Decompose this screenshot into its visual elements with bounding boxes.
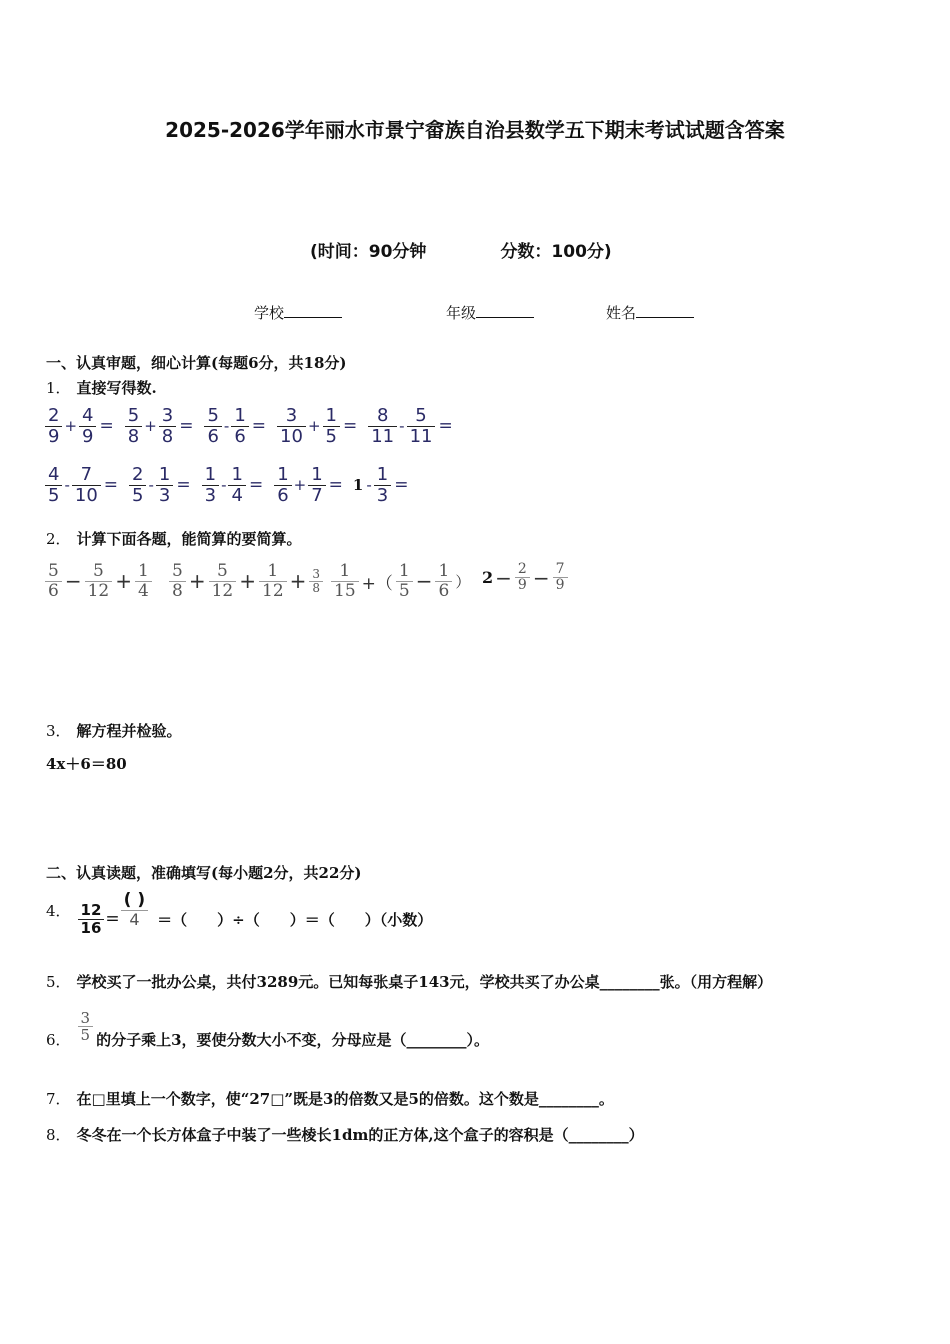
- fraction: $\frac{3}{5}$: [78, 1010, 94, 1044]
- fraction: $\frac{7}{10}$: [72, 465, 101, 506]
- q1-expression: $\frac{2}{9}$ + $\frac{4}{9}$ =: [44, 406, 120, 447]
- q2-expr-1: $\frac{5}{6}$ − $\frac{5}{12}$ + $\frac{1}{4}$: [44, 562, 153, 600]
- fraction: $\frac{2}{9}$: [45, 406, 62, 447]
- fraction: $\frac{1}{6}$: [274, 465, 291, 506]
- time-limit: (时间：90分钟: [310, 242, 427, 262]
- fraction: $\frac{5}{8}$: [169, 562, 186, 600]
- q1-expression: $\frac{3}{10}$ + $\frac{1}{5}$ =: [276, 406, 363, 447]
- fraction: $\frac{5}{11}$: [407, 406, 436, 447]
- fraction: $\frac{7}{9}$: [553, 562, 568, 594]
- fraction: $\frac{1}{12}$: [259, 562, 287, 600]
- total-score: 分数：100分): [500, 242, 612, 262]
- fraction: $\frac{1}{3}$: [374, 465, 391, 506]
- question-2: 2． 计算下面各题，能简算的要简算。: [46, 530, 302, 548]
- fraction: $\frac{1}{6}$: [231, 406, 248, 447]
- name-field[interactable]: 姓名: [606, 302, 694, 323]
- fraction: $\frac{1}{5}$: [396, 562, 413, 600]
- question-8: 8． 冬冬在一个长方体盒子中装了一些棱长1dm的正方体,这个盒子的容积是（________）: [46, 1126, 644, 1144]
- question-4: 4． $\frac{12}{16}$ = $\frac{( )}{4}$ ＝（ ）÷（ ）＝（ ）（小数）: [46, 890, 433, 937]
- fraction: $\frac{1}{4}$: [135, 562, 152, 600]
- fraction: $\frac{1}{6}$: [435, 562, 452, 600]
- question-1: 1． 直接写得数.: [46, 379, 157, 397]
- grade-field[interactable]: 年级: [446, 302, 534, 323]
- fraction: $\frac{12}{16}$: [78, 902, 105, 936]
- exam-meta: [310, 237, 612, 262]
- q2-expr-2: $\frac{5}{8}$ + $\frac{5}{12}$ + $\frac{1}{12}$ + $\frac{3}{8}$: [168, 562, 324, 600]
- q2-expr-4: 2 − $\frac{2}{9}$ − $\frac{7}{9}$: [482, 562, 569, 594]
- fraction: $\frac{5}{6}$: [45, 562, 62, 600]
- q2-expr-3: $\frac{1}{15}$ +（ $\frac{1}{5}$ − $\frac{1}{6}$ ）: [330, 562, 472, 600]
- fraction: $\frac{5}{12}$: [85, 562, 113, 600]
- q1-expression: $\frac{1}{3}$ - $\frac{1}{4}$ =: [201, 465, 270, 506]
- question-3: 3． 解方程并检验。: [46, 722, 182, 740]
- q1-row-1: [44, 406, 463, 447]
- fraction: $\frac{8}{11}$: [368, 406, 397, 447]
- q1-expression: $\frac{4}{5}$ - $\frac{7}{10}$ =: [44, 465, 124, 506]
- fraction: $\frac{3}{10}$: [277, 406, 306, 447]
- question-6: 6． $\frac{3}{5}$ 的分子乘上3，要使分数大小不变，分母应是（________）。: [46, 1008, 490, 1049]
- fraction: $\frac{1}{5}$: [323, 406, 340, 447]
- q1-row-2: [44, 465, 418, 506]
- fraction: $\frac{5}{8}$: [125, 406, 142, 447]
- fraction: $\frac{4}{5}$: [45, 465, 62, 506]
- section-2-heading: 二、认真读题，准确填写(每小题2分，共22分): [46, 864, 362, 882]
- fraction: $\frac{3}{8}$: [309, 568, 323, 595]
- fraction: $\frac{5}{6}$: [204, 406, 221, 447]
- section-1-heading: 一、认真审题，细心计算(每题6分，共18分): [46, 354, 347, 372]
- fraction: $\frac{( )}{4}$: [121, 891, 148, 928]
- school-field[interactable]: 学校: [254, 302, 342, 323]
- q1-expression: $\frac{8}{11}$ - $\frac{5}{11}$ =: [367, 406, 458, 447]
- fraction: $\frac{1}{3}$: [202, 465, 219, 506]
- q1-expression: $\frac{2}{5}$ - $\frac{1}{3}$ =: [128, 465, 197, 506]
- q3-equation: 4x＋6＝80: [46, 755, 127, 773]
- page-title: 2025-2026学年丽水市景宁畲族自治县数学五下期末考试试题含答案: [165, 118, 785, 142]
- q1-expression: 1 - $\frac{1}{3}$ =: [352, 464, 409, 506]
- question-5: 5． 学校买了一批办公桌，共付3289元。已知每张桌子143元，学校共买了办公桌________张。（用方程解）: [46, 973, 773, 991]
- q1-expression: $\frac{1}{6}$ + $\frac{1}{7}$ =: [273, 465, 349, 506]
- fraction: $\frac{3}{8}$: [159, 406, 176, 447]
- fraction: $\frac{5}{12}$: [209, 562, 237, 600]
- fraction: $\frac{1}{3}$: [156, 465, 173, 506]
- question-7: 7． 在□里填上一个数字，使“27□”既是3的倍数又是5的倍数。这个数是________。: [46, 1090, 614, 1108]
- fraction: $\frac{1}{4}$: [228, 465, 245, 506]
- fraction: $\frac{4}{9}$: [79, 406, 96, 447]
- fraction: $\frac{2}{5}$: [129, 465, 146, 506]
- fraction: $\frac{1}{15}$: [331, 562, 359, 600]
- fraction: $\frac{1}{7}$: [308, 465, 325, 506]
- q1-expression: $\frac{5}{8}$ + $\frac{3}{8}$ =: [124, 406, 200, 447]
- q1-expression: $\frac{5}{6}$ - $\frac{1}{6}$ =: [203, 406, 272, 447]
- fraction: $\frac{2}{9}$: [515, 562, 530, 594]
